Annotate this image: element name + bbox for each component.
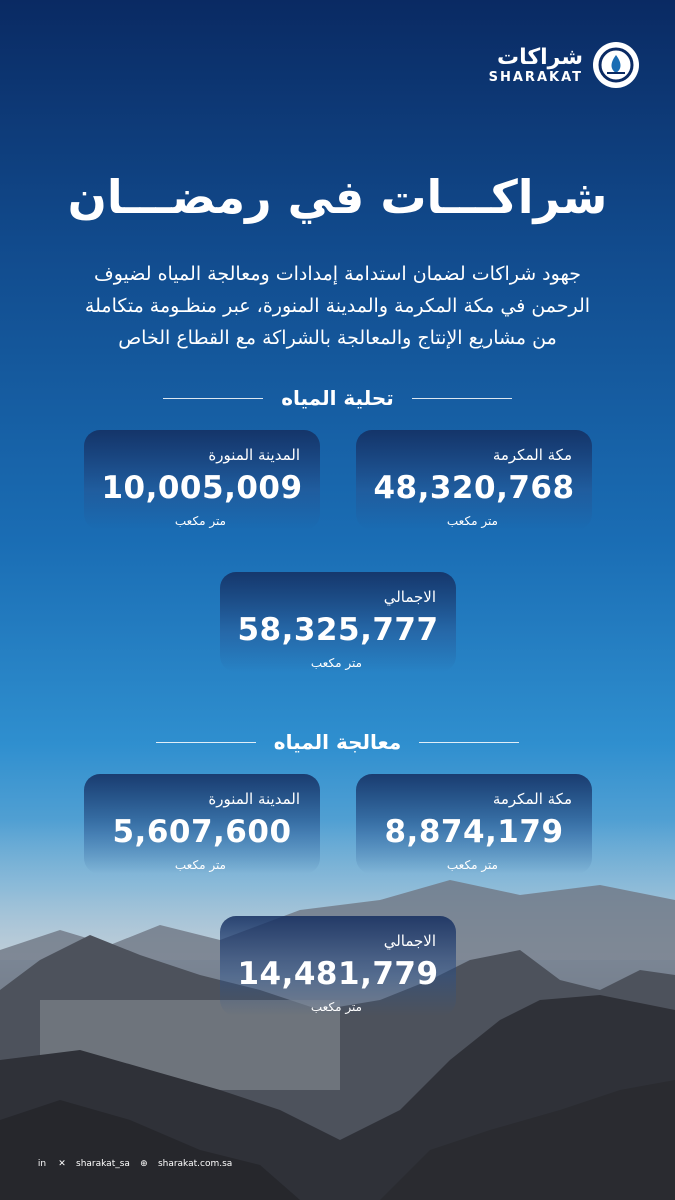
card-unit: متر مكعب (446, 858, 498, 872)
divider (156, 742, 256, 743)
card-label: الاجمالي (383, 588, 436, 606)
desalination-madinah-card (84, 430, 320, 530)
card-label: المدينة المنورة (208, 446, 300, 464)
card-label: الاجمالي (383, 932, 436, 950)
page-subtitle: جهود شراكات لضمان استدامة إمدادات ومعالجة المياه لضيوف الرحمن في مكة المكرمة والمدينة المنورة، عبر منظـومة متكاملة من مشاريع الإنتاج والمعالجة بالشراكة مع القطاع الخاص (84, 263, 591, 349)
card-label: مكة المكرمة (492, 446, 572, 464)
globe-icon: ⊕ (140, 1159, 148, 1169)
treatment-total-card (220, 916, 456, 1016)
card-unit: متر مكعب (446, 514, 498, 528)
card-value: 48,320,768 (373, 470, 575, 506)
card-unit: متر مكعب (174, 514, 226, 528)
page-title: شراكـــات في رمضـــان (67, 170, 608, 224)
card-value: 58,325,777 (237, 612, 439, 648)
section-desalination-heading (0, 383, 675, 413)
divider (419, 742, 519, 743)
card-unit: متر مكعب (174, 858, 226, 872)
linkedin-icon[interactable]: in (37, 1159, 47, 1169)
card-label: المدينة المنورة (208, 790, 300, 808)
section-title: تحلية المياه (281, 386, 394, 410)
card-unit: متر مكعب (310, 1000, 362, 1014)
card-value: 10,005,009 (101, 470, 303, 506)
brand-name-english: SHARAKAT (488, 69, 583, 85)
treatment-madinah-card (84, 774, 320, 874)
section-title: معالجة المياه (273, 730, 402, 754)
social-footer (36, 1158, 232, 1170)
card-value: 14,481,779 (237, 956, 439, 992)
website-link[interactable]: sharakat.com.sa (157, 1159, 233, 1169)
card-label: مكة المكرمة (492, 790, 572, 808)
brand-name-arabic: شراكات (496, 44, 583, 70)
x-icon[interactable]: ✕ (58, 1159, 66, 1169)
sharakat-logo-icon (593, 42, 639, 88)
social-handle[interactable]: sharakat_sa (76, 1159, 130, 1169)
desalination-total-card (220, 572, 456, 672)
treatment-makkah-card (356, 774, 592, 874)
divider (412, 398, 512, 399)
card-value: 5,607,600 (112, 814, 292, 850)
card-value: 8,874,179 (384, 814, 564, 850)
desalination-makkah-card (356, 430, 592, 530)
divider (163, 398, 263, 399)
brand-logo (489, 42, 639, 88)
card-unit: متر مكعب (310, 656, 362, 670)
section-treatment-heading (0, 727, 675, 757)
